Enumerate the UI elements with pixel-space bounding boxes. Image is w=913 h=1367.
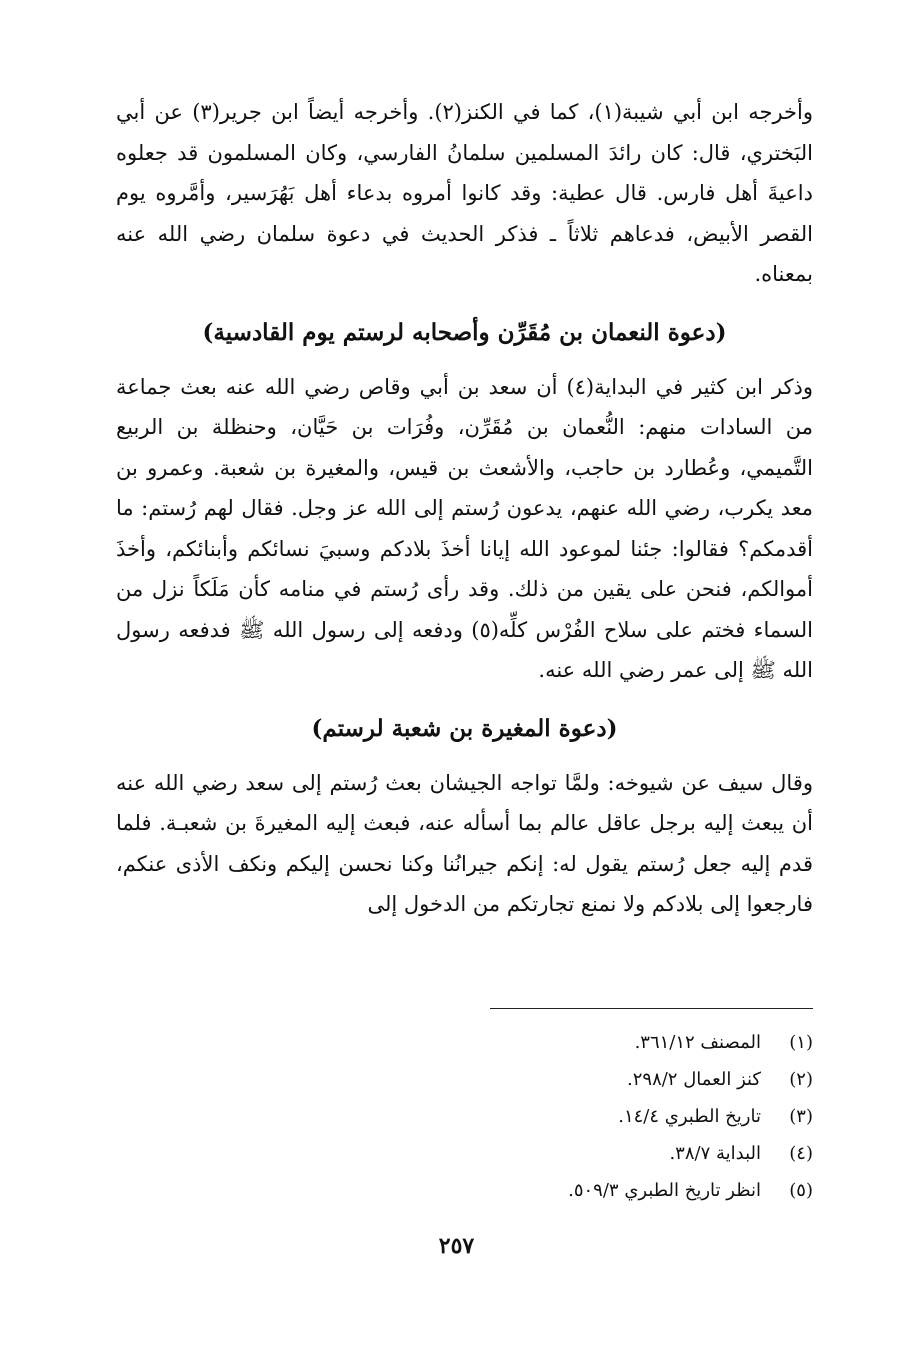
footnote-number: (١) bbox=[789, 1032, 813, 1053]
section-heading: (دعوة النعمان بن مُقَرِّن وأصحابه لرستم يوم القادسية) bbox=[202, 318, 727, 346]
footnote-text: المصنف ٣٦١/١٢. bbox=[634, 1032, 761, 1053]
footnote-number: (٥) bbox=[789, 1180, 813, 1201]
footnote bbox=[300, 1135, 813, 1172]
page-body bbox=[116, 92, 813, 925]
footnote bbox=[300, 1098, 813, 1135]
section-heading: (دعوة المغيرة بن شعبة لرستم) bbox=[311, 714, 618, 742]
footnote bbox=[300, 1024, 813, 1061]
paragraph: وأخرجه ابن أبي شيبة(١)، كما في الكنز(٢). وأخرجه أيضاً ابن جرير(٣) عن أبي البَختري، قال: كان رائدَ المسلمين سلمانُ الفارسي، وكان المسلمون قد جعلوه داعيةَ أهل فارس. قال عطية: وقد كانوا أمروه بدعاء أهل بَهُرَسير، وأمَّروه يوم القصر الأبيض، فدعاهم ثلاثاً ـ فذكر الحديث في دعوة سلمان رضي الله عنه بمعناه. bbox=[116, 100, 813, 286]
footnotes bbox=[300, 1024, 813, 1209]
footnote bbox=[300, 1172, 813, 1209]
footnote-divider bbox=[490, 1008, 813, 1009]
footnote-text: البداية ٣٨/٧. bbox=[669, 1143, 761, 1164]
footnote-number: (٢) bbox=[789, 1069, 813, 1090]
paragraph: وذكر ابن كثير في البداية(٤) أن سعد بن أبي وقاص رضي الله عنه بعث جماعة من السادات منهم: النُّعمان بن مُقَرِّن، وفُرَات بن حَيَّان، وحنظلة بن الربيع التَّميمي، وعُطارد بن حاجب، والأشعث بن قيس، والمغيرة بن شعبة. وعمرو بن معد يكرب، رضي الله عنهم، يدعون رُستم إلى الله عز وجل. فقال لهم رُستم: ما أقدمكم؟ فقالوا: جئنا لموعود الله إيانا أخذَ بلادكم وسبيَ نسائكم وأبنائكم، وأخذَ أموالكم، فنحن على يقين من ذلك. وقد رأى رُستم في منامه كأن مَلَكاً نزل من السماء فختم على سلاح الفُرْس كلِّه(٥) ودفعه إلى رسول الله ﷺ فدفعه رسول الله ﷺ إلى عمر رضي الله عنه. bbox=[116, 374, 813, 682]
footnote-text: انظر تاريخ الطبري ٥٠٩/٣. bbox=[568, 1180, 761, 1201]
footnote-text: كنز العمال ٢٩٨/٢. bbox=[627, 1069, 761, 1090]
page-number: ٢٥٧ bbox=[438, 1233, 475, 1259]
footnote-number: (٣) bbox=[789, 1106, 813, 1127]
paragraph: وقال سيف عن شيوخه: ولمَّا تواجه الجيشان بعث رُستم إلى سعد رضي الله عنه أن يبعث إليه برجل عاقل عالم بما أسأله عنه، فبعث إليه المغيرةَ بن شعبـة. فلما قدم إليه جعل رُستم يقول له: إنكم جيرانُنا وكنا نحسن إليكم ونكف الأذى عنكم، فارجعوا إلى بلادكم ولا نمنع تجارتكم من الدخول إلى bbox=[116, 770, 813, 916]
footnote-number: (٤) bbox=[789, 1143, 813, 1164]
footnote-text: تاريخ الطبري ١٤/٤. bbox=[618, 1106, 761, 1127]
footnote bbox=[300, 1061, 813, 1098]
